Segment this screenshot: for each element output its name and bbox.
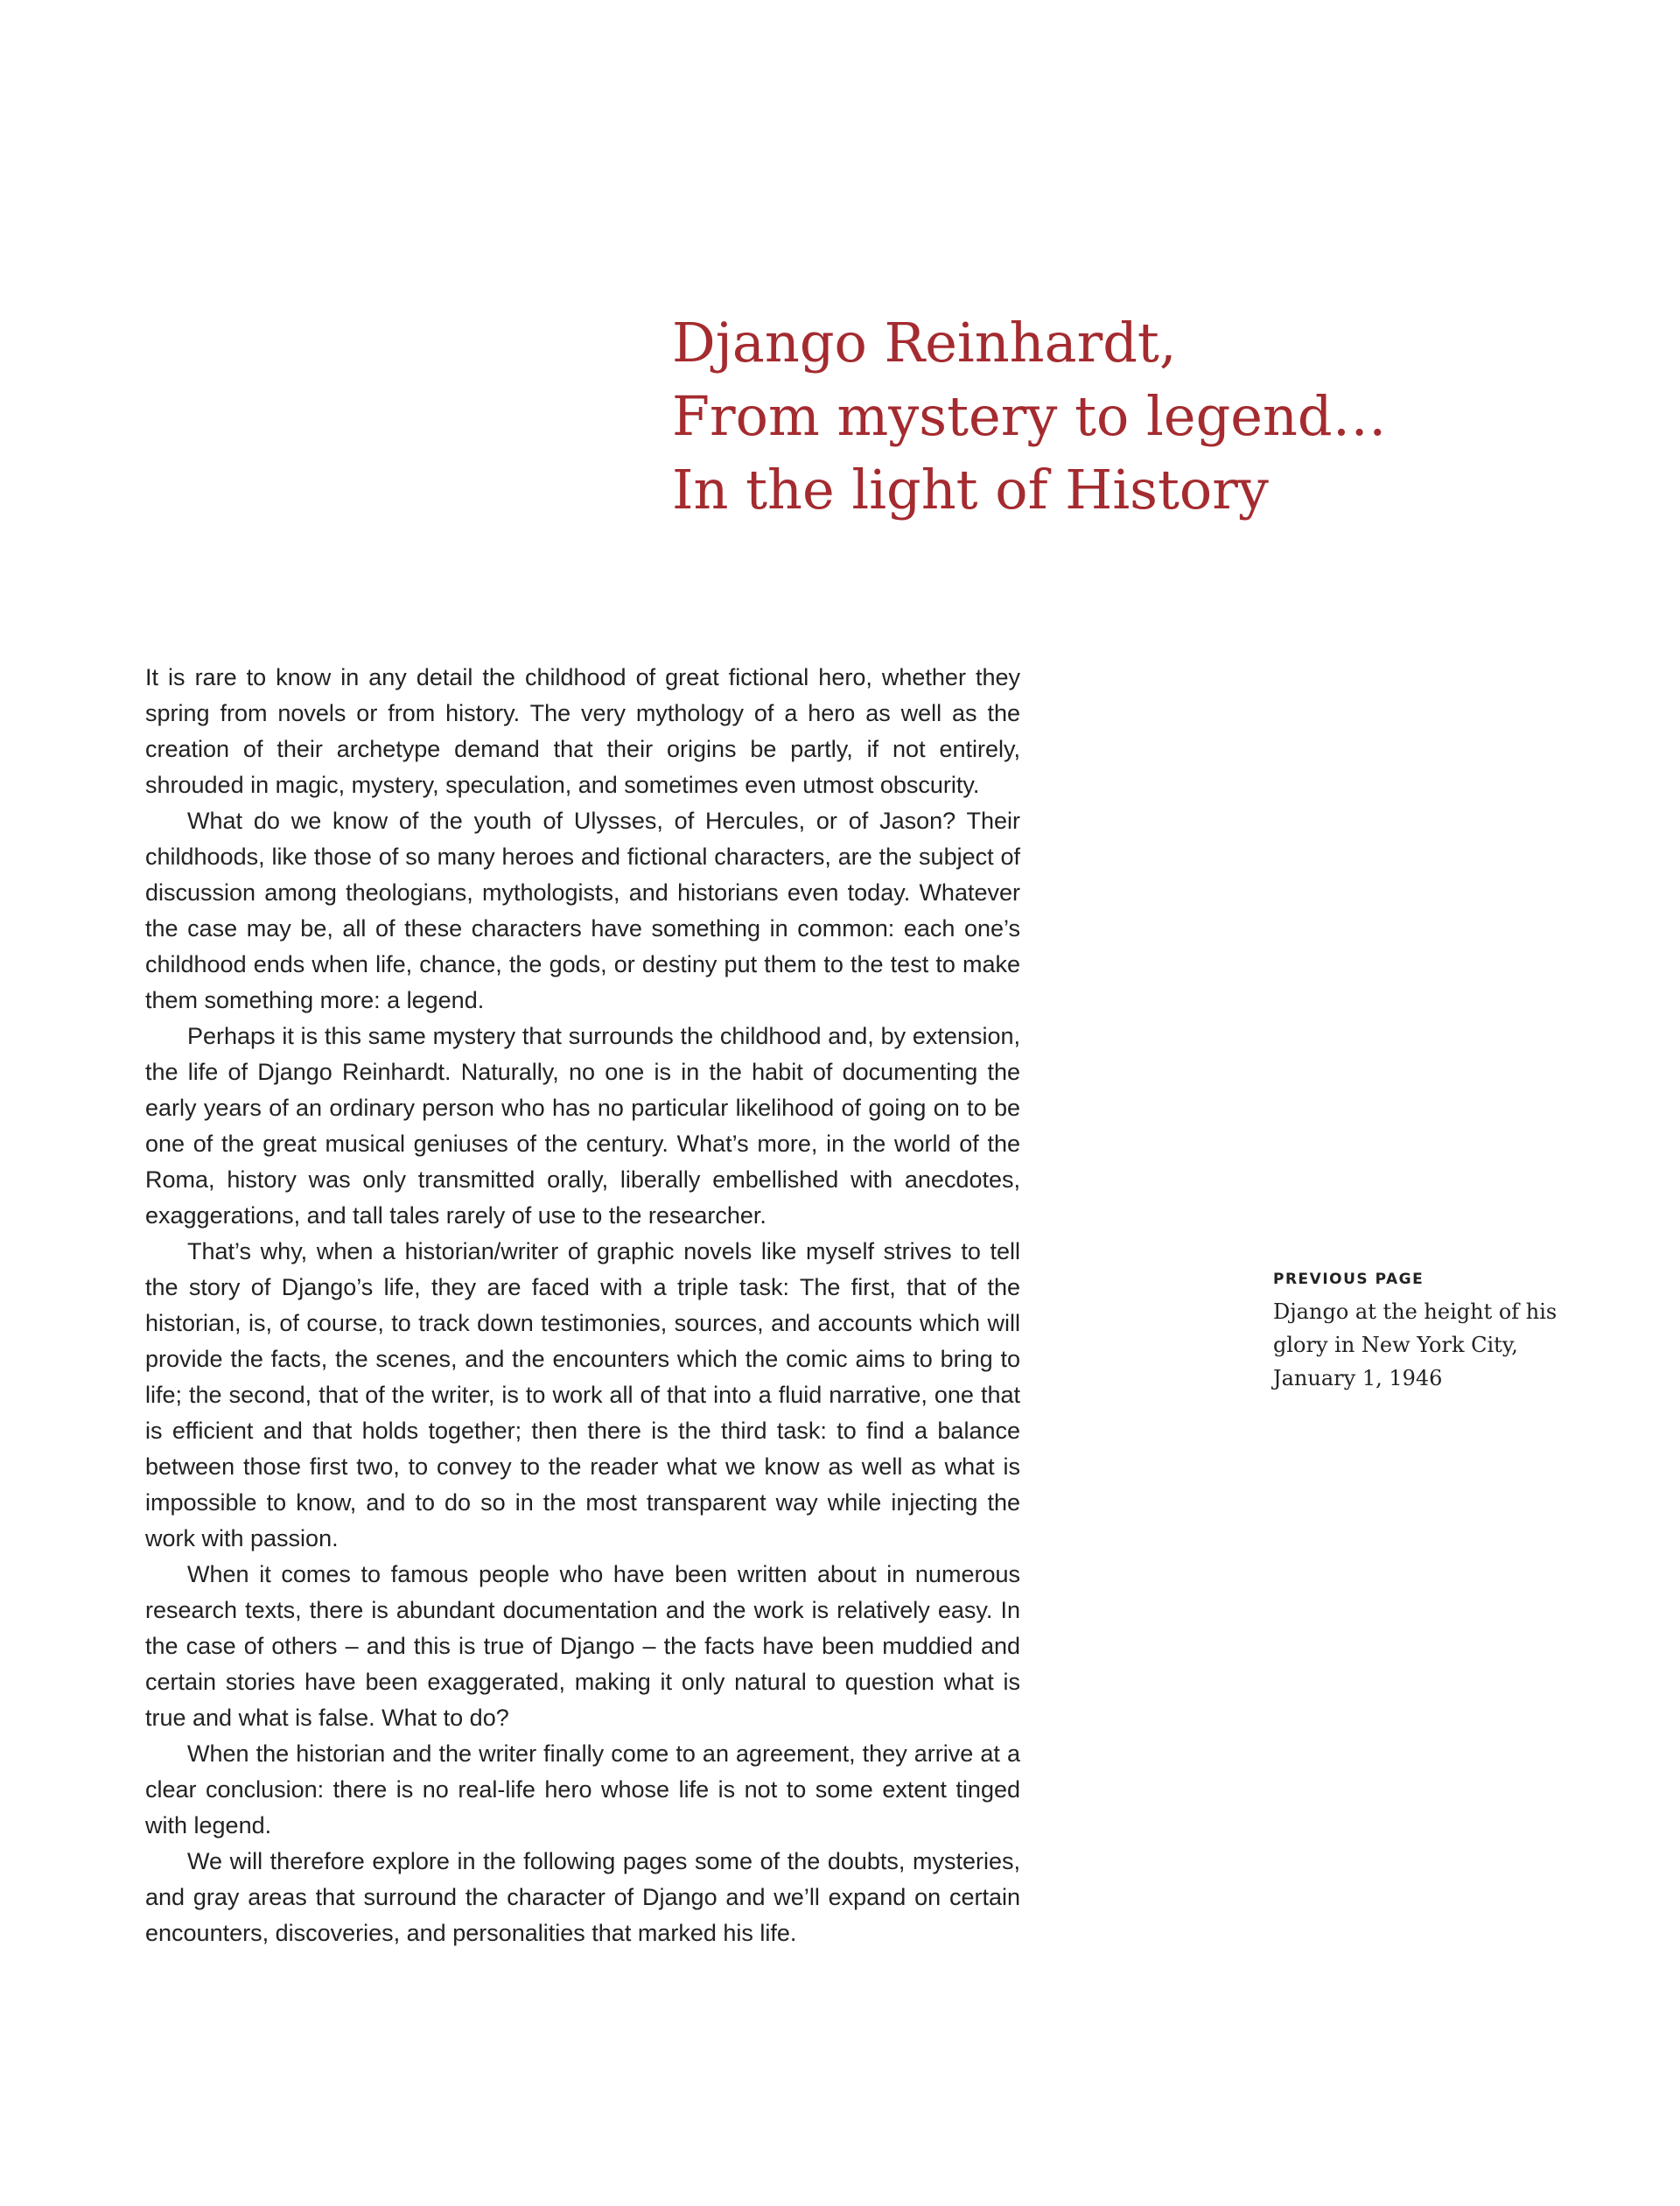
paragraph-1: It is rare to know in any detail the childhood of great fictional hero, whether they spring from novels or from history. The very mythology of a hero as well as the creation of their archetype demand that their origins be partly, if not entirely, shrouded in magic, mystery, speculation, and sometimes even utmost obscurity.	[145, 664, 1020, 798]
title-line-3: In the light of History	[672, 458, 1269, 522]
paragraph-5: When it comes to famous people who have been written about in numerous research texts, there is abundant documentation and the work is relatively easy. In the case of others – and this is true of Django – the facts have been muddied and certain stories have been exaggerated, making it only natural to question what is true and what is false. What to do?	[145, 1561, 1020, 1731]
paragraph-3: Perhaps it is this same mystery that surrounds the childhood and, by extension, the life of Django Reinhardt. Naturally, no one is in the habit of documenting the early years of an ordinary person who has no particular likelihood of going on to be one of the great musical geniuses of the century. What’s more, in the world of the Roma, history was only transmitted orally, liberally embellished with anecdotes, exaggerations, and tall tales rarely of use to the researcher.	[145, 1023, 1020, 1229]
title-line-1: Django Reinhardt,	[672, 311, 1177, 375]
title-line-2: From mystery to legend…	[672, 384, 1387, 448]
caption-text: Django at the height of his glory in New York City, January 1, 1946	[1273, 1299, 1558, 1390]
paragraph-4: That’s why, when a historian/writer of graphic novels like myself strives to tell the story of Django’s life, they are faced with a triple task: The first, that of the historian, is, of course, to track down testimonies, sources, and accounts which will provide the facts, the scenes, and the encounters which the comic aims to bring to life; the second, that of the writer, is to work all of that into a fluid narrative, one that is efficient and that holds together; then there is the third task: to find a balance between those first two, to convey to the reader what we know as well as what is impossible to know, and to do so in the most transparent way while injecting the work with passion.	[145, 1238, 1020, 1551]
caption-label: PREVIOUS PAGE	[1273, 1271, 1424, 1288]
paragraph-7: We will therefore explore in the following pages some of the doubts, mysteries, and gray areas that surround the character of Django and we’ll expand on certain encounters, discoveries, and personalities that marked his life.	[145, 1848, 1020, 1946]
body-text	[145, 660, 1020, 1951]
paragraph-2: What do we know of the youth of Ulysses, of Hercules, or of Jason? Their childhoods, like those of so many heroes and fictional characters, are the subject of discussion among theologians, mythologists, and historians even today. Whatever the case may be, all of these characters have something in common: each one’s childhood ends when life, chance, the gods, or destiny put them to the test to make them something more: a legend.	[145, 808, 1020, 1013]
chapter-title	[672, 306, 1547, 527]
photo-caption	[1273, 1271, 1606, 1395]
paragraph-6: When the historian and the writer finally come to an agreement, they arrive at a clear conclusion: there is no real-life hero whose life is not to some extent tinged with legend.	[145, 1740, 1020, 1838]
